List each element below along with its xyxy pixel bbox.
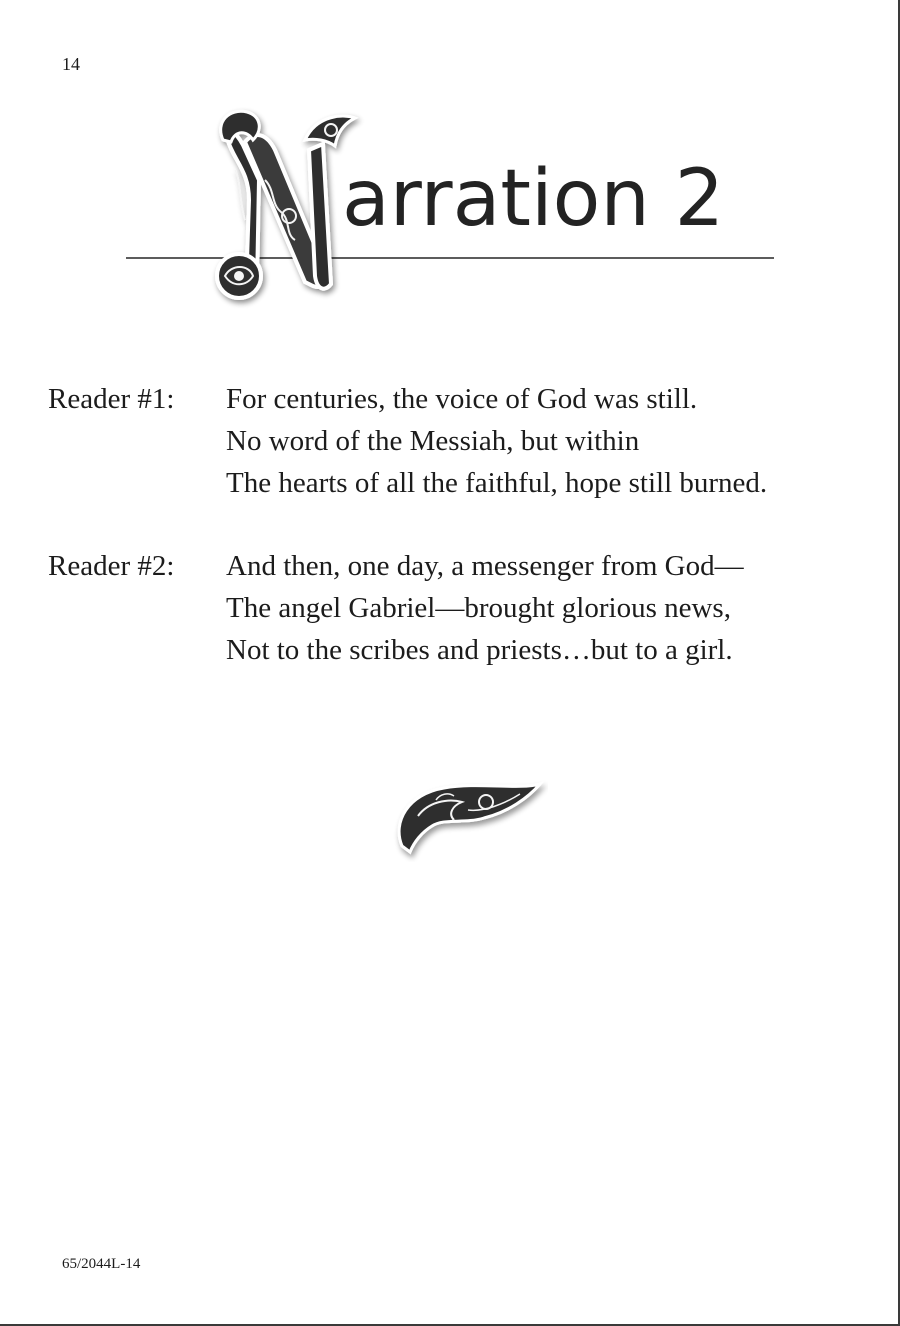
verse-lines [226,378,767,504]
verse-line: The angel Gabriel—brought glorious news, [226,592,731,624]
verse-line: And then, one day, a messenger from God— [226,550,744,582]
title-text: arration 2 [342,154,725,244]
leaf-flourish-icon [388,772,548,862]
page-number: 14 [62,54,80,74]
ornate-letter-n-icon [205,100,365,310]
verse-line: For centuries, the voice of God was still. [226,383,698,415]
verse-lines [226,545,744,671]
footer-code: 65/2044L-14 [62,1256,141,1272]
verse-line: No word of the Messiah, but within [226,425,640,457]
verse-line: Not to the scribes and priests…but to a girl. [226,634,733,666]
speaker-label: Reader #1: [48,383,175,415]
verse-line: The hearts of all the faithful, hope still burned. [226,467,768,499]
speaker-label: Reader #2: [48,550,175,582]
